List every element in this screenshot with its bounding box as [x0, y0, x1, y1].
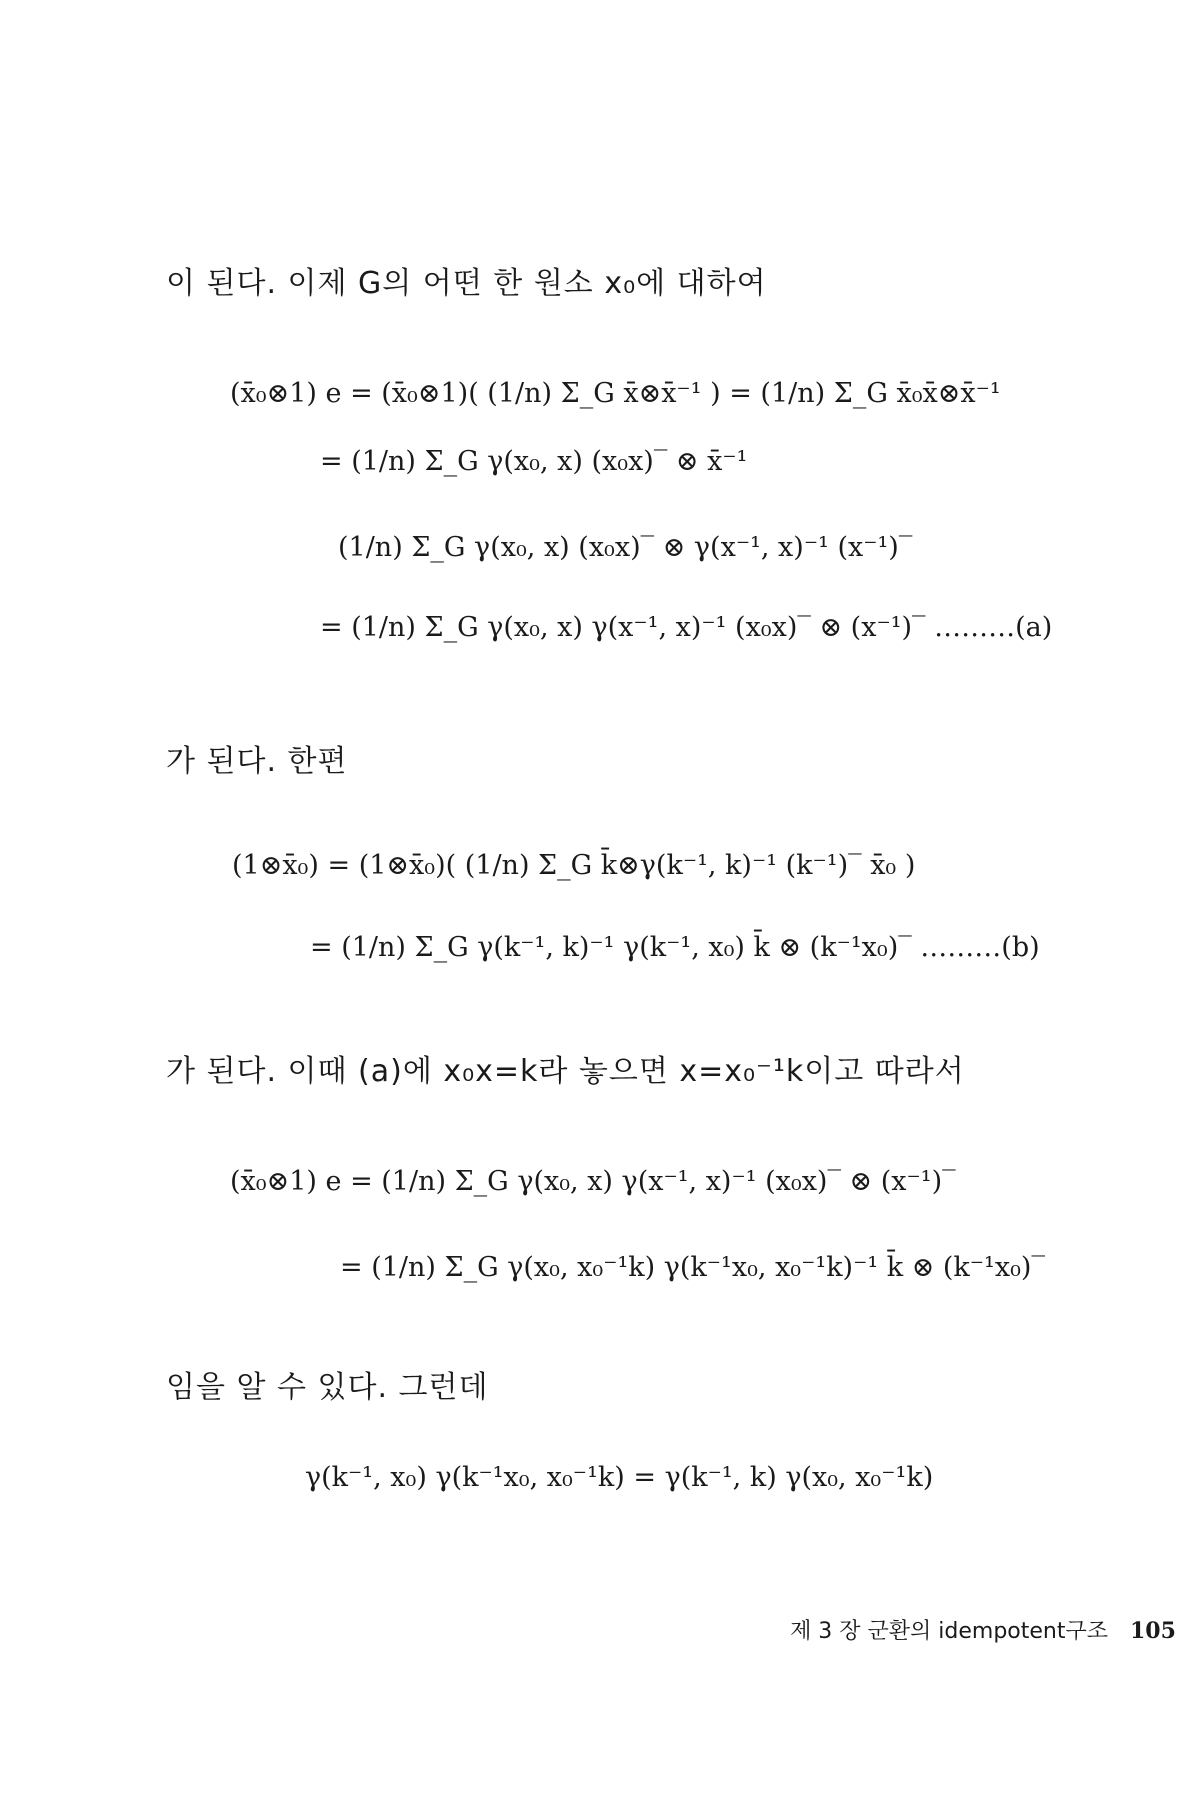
equation-3-line-1: (x̄₀⊗1) e = (1/n) Σ_G γ(x₀, x) γ(x⁻¹, x)⁻¹ (x₀x)‾ ⊗ (x⁻¹)‾ [230, 1166, 956, 1197]
prose-line-3: 가 된다. 이때 (a)에 x₀x=k라 놓으면 x=x₀⁻¹k이고 따라서 [166, 1054, 965, 1089]
equation-2-line-1: (1⊗x̄₀) = (1⊗x̄₀)( (1/n) Σ_G k̄⊗γ(k⁻¹, k)⁻¹ (k⁻¹)‾ x̄₀ ) [232, 850, 916, 881]
prose-line-4: 임을 알 수 있다. 그런데 [166, 1370, 489, 1405]
prose-line-2: 가 된다. 한편 [166, 744, 348, 779]
prose-line-1: 이 된다. 이제 G의 어떤 한 원소 x₀에 대하여 [166, 266, 767, 301]
equation-1-line-4: = (1/n) Σ_G γ(x₀, x) γ(x⁻¹, x)⁻¹ (x₀x)‾ ⊗ (x⁻¹)‾ ………(a) [320, 612, 1053, 643]
equation-3-line-2: = (1/n) Σ_G γ(x₀, x₀⁻¹k) γ(k⁻¹x₀, x₀⁻¹k)⁻¹ k̄ ⊗ (k⁻¹x₀)‾ [340, 1252, 1045, 1283]
equation-4-line-1: γ(k⁻¹, x₀) γ(k⁻¹x₀, x₀⁻¹k) = γ(k⁻¹, k) γ(x₀, x₀⁻¹k) [305, 1462, 934, 1493]
page-footer [0, 1614, 1200, 1645]
equation-1-line-2: = (1/n) Σ_G γ(x₀, x) (x₀x)‾ ⊗ x̄⁻¹ [320, 446, 748, 477]
page-number: 105 [1130, 1618, 1176, 1644]
equation-1-line-3: (1/n) Σ_G γ(x₀, x) (x₀x)‾ ⊗ γ(x⁻¹, x)⁻¹ (x⁻¹)‾ [338, 532, 913, 563]
equation-1-line-1: (x̄₀⊗1) e = (x̄₀⊗1)( (1/n) Σ_G x̄⊗x̄⁻¹ ) = (1/n) Σ_G x̄₀x̄⊗x̄⁻¹ [230, 378, 1001, 409]
chapter-title: 제 3 장 군환의 idempotent구조 [790, 1619, 1108, 1644]
equation-2-line-2: = (1/n) Σ_G γ(k⁻¹, k)⁻¹ γ(k⁻¹, x₀) k̄ ⊗ (k⁻¹x₀)‾ ………(b) [310, 932, 1040, 963]
